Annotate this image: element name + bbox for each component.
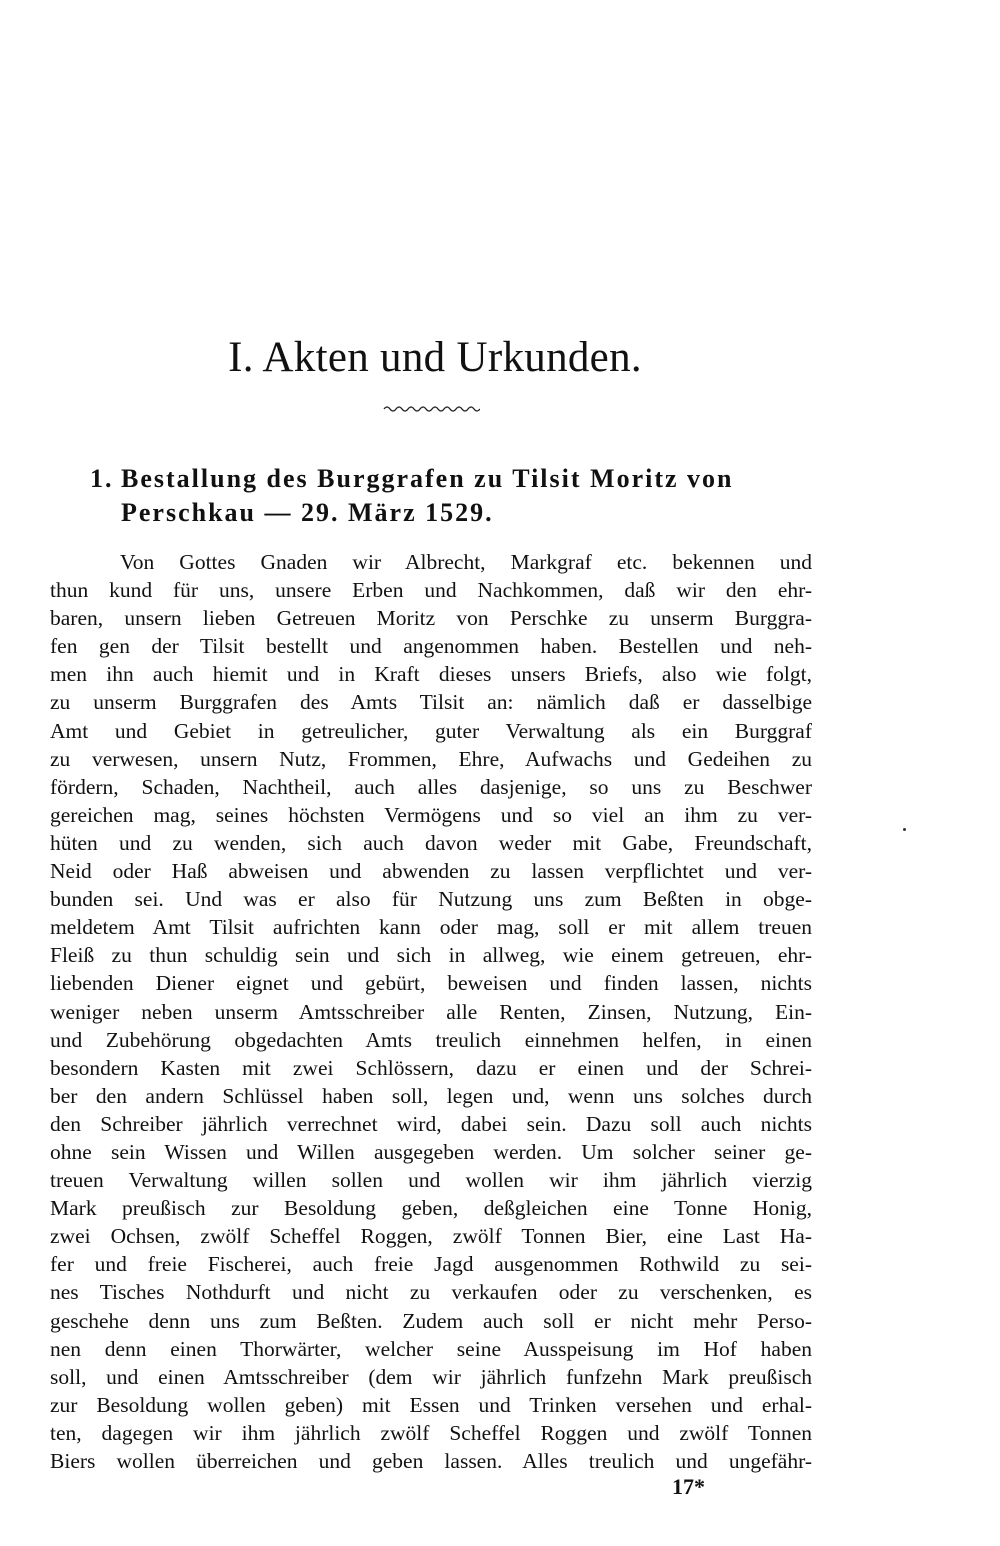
section-heading [90,462,810,530]
text-line: bunden sei. Und was er also für Nutzung uns zum Beßten in obge- [50,887,812,912]
text-line: Amt und Gebiet in getreulicher, guter Verwaltung als ein Burggraf [50,718,812,743]
text-line: Mark preußisch zur Besoldung geben, deßgleichen eine Tonne Honig, [50,1196,812,1221]
text-line: soll, und einen Amtsschreiber (dem wir jährlich funfzehn Mark preußisch [50,1364,812,1389]
text-line: zwei Ochsen, zwölf Scheffel Roggen, zwölf Tonnen Bier, eine Last Ha- [50,1224,812,1249]
text-line: men ihn auch hiemit und in Kraft dieses unsers Briefs, also wie folgt, [50,662,812,687]
body-paragraph [50,548,812,1475]
text-line: liebenden Diener eignet und gebürt, beweisen und finden lassen, nichts [50,971,812,996]
text-line: Neid oder Haß abweisen und abwenden zu lassen verpflichtet und ver- [50,859,812,884]
text-line: Fleiß zu thun schuldig sein und sich in allweg, wie einem getreuen, ehr- [50,943,812,968]
text-line: ber den andern Schlüssel haben soll, legen und, wenn uns solches durch [50,1083,812,1108]
text-line: den Schreiber jährlich verrechnet wird, dabei sein. Dazu soll auch nichts [50,1111,812,1136]
text-line: zu verwesen, unsern Nutz, Frommen, Ehre, Aufwachs und Gedeihen zu [50,746,812,771]
text-line: besondern Kasten mit zwei Schlössern, dazu er einen und der Schrei- [50,1055,812,1080]
text-line: fer und freie Fischerei, auch freie Jagd ausgenommen Rothwild zu sei- [50,1252,812,1277]
text-line: zur Besoldung wollen geben) mit Essen und Trinken versehen und erhal- [50,1392,812,1417]
text-line: ten, dagegen wir ihm jährlich zwölf Scheffel Roggen und zwölf Tonnen [50,1420,812,1445]
text-line: treuen Verwaltung willen sollen und wollen wir ihm jährlich vierzig [50,1168,812,1193]
text-line: fördern, Schaden, Nachtheil, auch alles dasjenige, so uns zu Beschwer [50,774,812,799]
chapter-title: I. Akten und Urkunden. [228,334,642,381]
page-number: 17* [672,1474,705,1499]
text-line: meldetem Amt Tilsit aufrichten kann oder mag, soll er mit allem treuen [50,915,812,940]
text-line: zu unserm Burggrafen des Amts Tilsit an: nämlich daß er dasselbige [50,690,812,715]
text-line: fen gen der Tilsit bestellt und angenommen haben. Bestellen und neh- [50,634,812,659]
text-line: thun kund für uns, unsere Erben und Nachkommen, daß wir den ehr- [50,578,812,603]
text-line: nen denn einen Thorwärter, welcher seine Ausspeisung im Hof haben [50,1336,812,1361]
text-line: gereichen mag, seines höchsten Vermögens und so viel an ihm zu ver- [50,802,812,827]
section-heading-line-2: Perschkau — 29. März 1529. [121,498,494,527]
text-line: geschehe denn uns zum Beßten. Zudem auch soll er nicht mehr Perso- [50,1308,812,1333]
text-line: Biers wollen überreichen und geben lassen. Alles treulich und ungefähr- [50,1449,812,1473]
text-line: weniger neben unserm Amtsschreiber alle Renten, Zinsen, Nutzung, Ein- [50,999,812,1024]
text-line: und Zubehörung obgedachten Amts treulich einnehmen helfen, in einen [50,1027,812,1052]
text-line: baren, unsern lieben Getreuen Moritz von Perschke zu unserm Burggra- [50,606,812,631]
text-line: nes Tisches Nothdurft und nicht zu verkaufen oder zu verschenken, es [50,1280,812,1305]
section-heading-line-1: Bestallung des Burggrafen zu Tilsit Moritz von [121,464,734,493]
text-line: Von Gottes Gnaden wir Albrecht, Markgraf etc. bekennen und [120,550,812,574]
text-line: ohne sein Wissen und Willen ausgegeben werden. Um solcher seiner ge- [50,1139,812,1164]
print-speck [903,828,906,831]
text-line: hüten und zu wenden, sich auch davon weder mit Gabe, Freundschaft, [50,830,812,855]
wavy-rule-ornament [382,402,480,416]
section-number: 1. [90,464,114,493]
